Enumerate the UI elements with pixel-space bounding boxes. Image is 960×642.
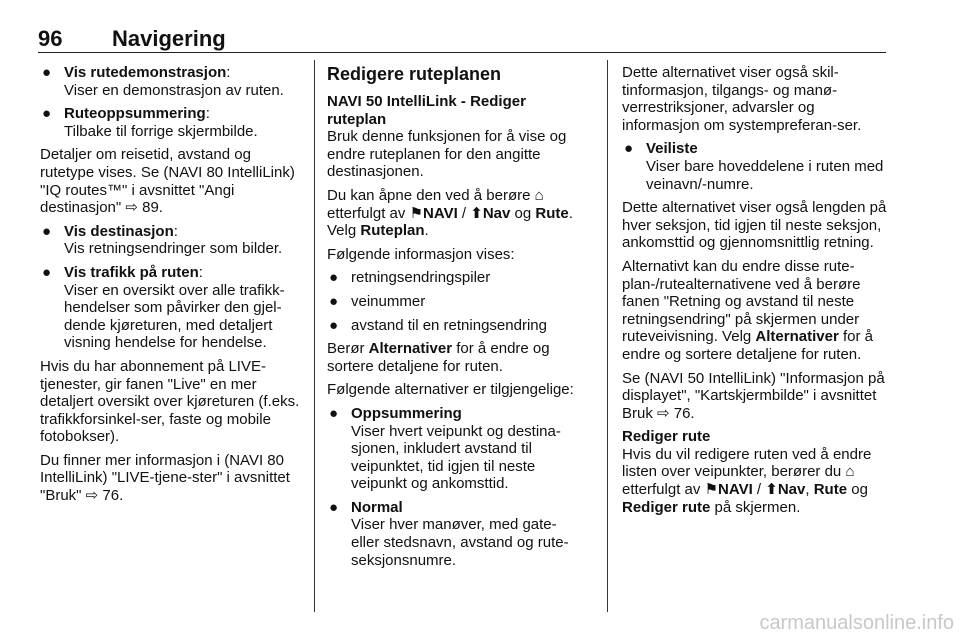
item-label: Ruteoppsummering <box>64 105 206 123</box>
subheading: Rediger rute <box>622 428 711 446</box>
home-icon: ⌂ <box>534 186 544 204</box>
list-item: ● avstand til en retningsendring <box>329 316 547 334</box>
column-divider-2 <box>607 60 608 612</box>
item-text: Vis retningsendringer som bilder. <box>64 240 283 258</box>
item-label: Oppsummering <box>351 404 462 422</box>
page-title: Navigering <box>112 26 226 51</box>
paragraph: Alternativt kan du endre disse rute-plan-/rutealternativene ved å berøre fanen "Retning og avstand til neste retningsendring" på skjermen under ruteveivisning. Velg Alternativer for å endre og sortere detaljene for ruten. <box>622 257 873 363</box>
paragraph: Følgende informasjon vises: <box>327 245 515 263</box>
list-item <box>327 405 589 493</box>
list-item <box>327 499 589 569</box>
item-paragraph: Dette alternativet viser også lengden på hver seksjon, tid igjen til neste seksjon, ankomsttid og gjennomsnittlig retning. <box>622 199 887 252</box>
item-label: Normal <box>351 498 403 516</box>
bullet: ● <box>329 292 339 310</box>
list-item: ● Ruteoppsummering: Tilbake til forrige skjermbilde. <box>42 105 258 140</box>
item-text: Viser hvert veipunkt og destina-sjonen, inkludert avstand til veipunktet, tid igjen til neste veipunkt og ankomsttid. <box>351 422 561 493</box>
item-label: Vis destinasjon <box>64 222 174 240</box>
section-heading: Redigere ruteplanen <box>327 64 502 84</box>
item-label: Vis trafikk på ruten <box>64 263 199 281</box>
column-divider-1 <box>314 60 315 612</box>
paragraph: Hvis du vil redigere ruten ved å endre listen over veipunkter, berører du ⌂ etterfulgt av ⚑NAVI / ⬆Nav, Rute og Rediger rute på skjermen. <box>622 445 872 516</box>
item-paragraph: Hvis du har abonnement på LIVE-tjenester, gir fanen "Live" en mer detaljert oversikt over kjøreturen (f.eks. trafikkforsinkel-ser, faste og mobile fotobokser). <box>40 357 300 446</box>
flag-icon: ⚑ <box>704 481 719 499</box>
list-item: ● Vis destinasjon: Vis retningsendringer som bilder. <box>42 222 283 258</box>
bullet: ● <box>329 269 339 287</box>
item-text: Viser bare hoveddelene i ruten med veinavn/-numre. <box>646 157 884 193</box>
header-rule <box>38 52 886 53</box>
bullet: ● <box>42 263 52 281</box>
list-item: ● Vis rutedemonstrasjon: Viser en demonstrasjon av ruten. <box>42 64 284 99</box>
item-paragraph: Dette alternativet viser også skil-tinformasjon, tilgangs- og manø-verrestriksjoner, advarsler og informasjon om systempreferan-ser. <box>622 64 862 134</box>
paragraph: Du kan åpne den ved å berøre ⌂ etterfulgt av ⚑NAVI / ⬆Nav og Rute. Velg Ruteplan. <box>327 186 573 240</box>
arrow-up-icon: ⬆ <box>470 204 483 222</box>
paragraph: Bruk denne funksjonen for å vise og endre ruteplanen for den angitte destinasjonen. <box>327 128 567 181</box>
item-paragraph: Detaljer om reisetid, avstand og rutetype vises. Se (NAVI 80 IntelliLink) "IQ routes™" i avsnittet "Angi destinasjon" ⇨ 89. <box>40 146 295 217</box>
item-label: Vis rutedemonstrasjon <box>64 64 227 81</box>
subheading: NAVI 50 IntelliLink - Rediger ruteplan <box>327 93 526 128</box>
bullet: ● <box>42 64 52 81</box>
bullet: ● <box>42 222 52 240</box>
list-item: ● veinummer <box>329 292 426 310</box>
list-item: ● Vis trafikk på ruten: Viser en oversikt over alle trafikk-hendelser som påvirker den gjel-dende kjøreturen, med detaljert visning hendelse for hendelse. <box>42 263 285 352</box>
bullet: ● <box>329 316 339 334</box>
flag-icon: ⚑ <box>409 204 424 222</box>
column-3 <box>622 64 888 522</box>
paragraph: Følgende alternativer er tilgjengelige: <box>327 381 574 399</box>
page-header <box>38 26 886 54</box>
bullet: ● <box>329 404 339 422</box>
list-item: ● retningsendringspiler <box>329 269 491 287</box>
bullet: ● <box>624 140 634 158</box>
watermark: carmanualsonline.info <box>759 612 954 634</box>
list-item <box>622 140 888 193</box>
bullet: ● <box>42 105 52 123</box>
item-text: Viser en demonstrasjon av ruten. <box>64 81 284 99</box>
bullet: ● <box>329 498 339 516</box>
column-2 <box>327 64 589 575</box>
item-text: Viser en oversikt over alle trafikk-hendelser som påvirker den gjel-dende kjøreturen, med detaljert visning hendelse for hendelse. <box>64 281 285 352</box>
home-icon: ⌂ <box>845 463 855 481</box>
page-number: 96 <box>38 26 63 51</box>
column-1 <box>40 64 302 511</box>
item-text: Tilbake til forrige skjermbilde. <box>64 122 258 140</box>
item-label: Veiliste <box>646 140 698 158</box>
item-paragraph: Du finner mer informasjon i (NAVI 80 IntelliLink) "LIVE-tjene-ster" i avsnittet "Bruk" ⇨ 76. <box>40 451 290 505</box>
paragraph: Se (NAVI 50 IntelliLink) "Informasjon på displayet", "Kartskjermbilde" i avsnittet Bruk ⇨ 76. <box>622 369 885 422</box>
item-text: Viser hver manøver, med gate- eller stedsnavn, avstand og rute-seksjonsnumre. <box>351 516 569 569</box>
paragraph: Berør Alternativer for å endre og sortere detaljene for ruten. <box>327 340 550 375</box>
arrow-up-icon: ⬆ <box>765 481 778 499</box>
